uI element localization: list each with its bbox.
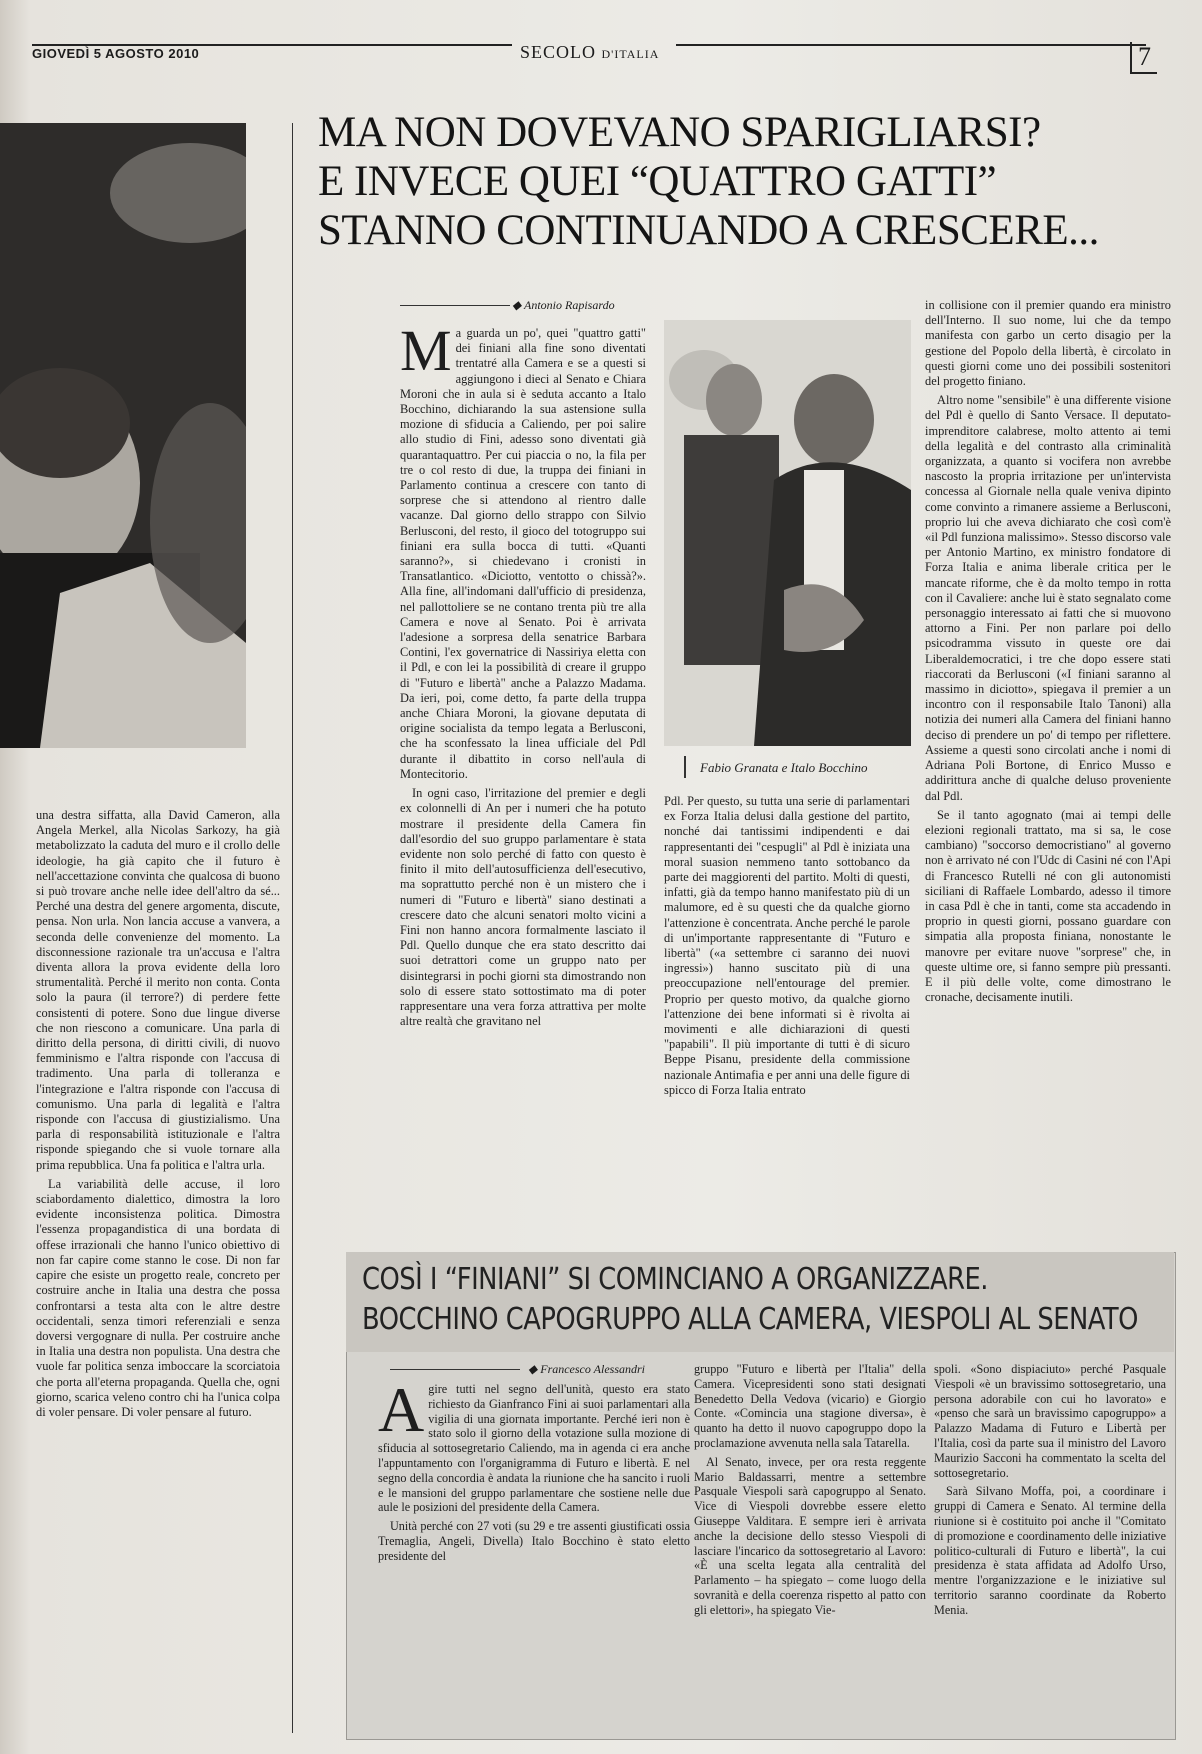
left-photo [0,123,246,748]
main-headline [318,108,1168,255]
paragraph: spoli. «Sono dispiaciuto» perché Pasquale Viespoli «è un bravissimo sottosegretario, una persona adorabile con cui ho lavorato» e «penso che sarà un bravissimo capogruppo» a Palazzo Madama di Futuro e Libertà per l'Italia, così da parte sua il ministro del Lavoro Maurizio Sacconi ha commentato la scelta del sottosegretario. [934,1362,1166,1480]
paragraph: Altro nome "sensibile" è una differente visione del Pdl è quello di Santo Versace. Il deputato-imprenditore calabrese, molto attento ai temi della legalità e del contrasto alla criminalità organizzata, a quanto si vocifera non avrebbe nascosto la propria irritazione per un'intervista concessa al Giornale nella quale veniva dipinto come convinto a rimanere assieme a Berlusconi, proprio lui che aveva dichiarato che così com'è «il Pdl funziona malissimo». Stesso discorso vale per Antonio Martino, ex ministro fondatore di Forza Italia e anima liberale critica per le mancate riforme, che è da molto tempo in rotta con il Cavaliere: anche lui è stato segnalato come personaggio interessato ai fatti che si muovono attorno a Fini. Per non parlare poi dello psicodramma vissuto in queste ore dai Liberaldemocratici, i tre che dopo essere stati riaccorati da Berlusconi («I finiani saranno al massimo in diciotto», spiegava il premier a un incontro con il responsabile Italo Tanoni) alla notizia dei numeri alla Camera del finiani hanno deciso di prendere un po' di tempo per riflettere. Assieme a questi sono circolati anche i nomi di Adriana Poli Bortone, di Enrico Musso e addirittura anche di qualche deluso proveniente dal Pdl. [925,393,1171,803]
paragraph: una destra siffatta, alla David Cameron, alla Angela Merkel, alla Nicolas Sarkozy, ha già metabolizzato la caduta del muro e il crollo delle ideologie, ha già capito che il futuro è nell'accettazione convinta che qualcosa di buono si può trovare anche nelle idee dell'altro da sé... Perché una destra del genere argomenta, discute, pensa. Non urla. Non lancia accuse a vanvera, a seconda delle convenienze del momento. La disconnessione razionale tra un'accusa e l'altra diventa allora la prova evidente della loro strumentalità. Perché il merito non conta. Conta solo la paura (il terrore?) di perdere fette consistenti di potere. Sono due lingue diverse che non riescono a comunicare. Una parla di diritto della persona, di diritti civili, di nuovo femminismo e l'altra risponde con l'accusa di tradimento. Una parla di tolleranza e l'integrazione e l'altra risponde con l'accusa di comunismo. Una parla di legalità e l'altra risponde con l'accusa di giustizialismo. Una parla di responsabilità istituzionale e l'altra risponde spiegando che si vuole tornare alla prima repubblica. Una fa politica e l'altra urla. [36,808,280,1172]
column-divider [292,123,293,1733]
box-headline [362,1260,1138,1340]
box-byline: ◆ Francesco Alessandri [528,1362,645,1376]
byline-rule [400,305,510,306]
masthead-suffix: D'ITALIA [601,47,660,61]
dropcap: M [400,326,452,383]
paragraph: in collisione con il premier quando era ministro dell'Interno. Il suo nome, lui che da tempo manifesta con garbo un certo disagio per la gestione del Popolo della libertà, è circolato in questi giorni come uno dei possibili sostenitori del progetto finiano. [925,298,1171,389]
headline-line: STANNO CONTINUANDO A CRESCERE... [318,207,1099,254]
politicians-photo-drawing [664,320,911,746]
box-dropcap: A [378,1382,425,1445]
portrait-photo-drawing [0,123,246,748]
issue-date: GIOVEDÌ 5 AGOSTO 2010 [32,46,200,61]
paragraph: Se il tanto agognato (mai ai tempi delle elezioni regionali trattato, ma si sa, le cose cambiano) "soccorso democristiano" al governo non è arrivato né con l'Udc di Casini né con l'Api di Francesco Rutelli né con gli autonomisti siciliani di Raffaele Lombardo, adesso il timore in casa Pdl è che in tanti, come sta accadendo in proprio in questi giorni, possano guardare con simpatia alla proposta finiana, nonostante le manovre per evitare nuove "sorprese" che, in queste ultime ore, si fanno sempre più pressanti. E il più delle volte, come dimostrano le cronache, decisamente inutili. [925,807,1171,1005]
box-column-3 [934,1362,1166,1730]
box-author-name: Francesco Alessandri [540,1362,645,1376]
headline-line: E INVECE QUEI “QUATTRO GATTI” [318,158,997,205]
box-column-1 [378,1382,690,1730]
paragraph: Unità perché con 27 voti (su 29 e tre assenti giustificati ossia Tremaglia, Angeli, Divella) Italo Bocchino è stato eletto presidente del [378,1519,690,1563]
paragraph: gire tutti nel segno dell'unità, questo era stato richiesto da Gianfranco Fini ai suoi parlamentari alla vigilia di una giornata importante. Perché ieri non è stato solo il giorno della votazione sulla mozione di sfiducia al sottosegretario Caliendo, ma in agenda ci era anche l'appuntamento con l'organigramma di Futuro e libertà. E nel segno della concordia è andata la riunione che ha sancito i ruoli e le mansioni del gruppo parlamentare che sostiene nelle due aule le posizioni del presidente della Camera. [378,1382,690,1515]
box-headline-line: COSÌ I “FINIANI” SI COMINCIANO A ORGANIZZARE. [362,1262,988,1297]
header-rule-right [676,44,1146,46]
article-column-1 [400,326,646,1216]
masthead-name: SECOLO [520,42,597,62]
page-number: 7 [1130,42,1157,74]
paragraph: gruppo "Futuro e libertà per l'Italia" della Camera. Vicepresidenti sono stati designati Benedetto Della Vedova (vicario) e Giorgio Conte. «Comincia una stagione diversa», è quanto ha detto il nuovo capogruppo dopo la proclamazione avvenuta nella sala Tatarella. [694,1362,926,1450]
author-name: Antonio Rapisardo [524,298,615,312]
paragraph: In ogni caso, l'irritazione del premier e degli ex colonnelli di An per i numeri che ha potuto mostrare il presidente della Camera fin dall'esordio del suo gruppo parlamentare è stata evidente non solo perché di fatto con questo è finito il mito dell'autosufficienza dell'esecutivo, ma soprattutto perché non è un mistero che i numeri di "Futuro e libertà" siano destinati a crescere dato che alcuni senatori molto vicini a Fini non hanno ancora formalmente lasciato il Pdl. Quello dunque che era stato descritto dai suoi detrattori come un gruppo nato per disintegrarsi in pochi giorni sta dimostrando non solo di essere stato sottostimato ma di poter rappresentare una vera forza attrattiva per molte altre realtà che gravitano nel [400,786,646,1029]
editorial-column [36,808,280,1738]
paragraph: a guarda un po', quei "quattro gatti" dei finiani alla fine sono diventati trentatré alla Camera e se a questi si aggiungono i dieci al Senato e Chiara Moroni che in aula si è seduta accanto a Italo Bocchino, dichiarando la sua astensione sulla mozione di sfiducia a Caliendo, per poi salire allo studio di Fini, adesso sono diventati già quarantaquattro. Per cui piaccia o no, la fila per tre o col resto di due, la truppa dei finiani in Parlamento continua a crescere con tanto di sorprese che si attendono al rientro dalle vacanze. Dal giorno dello strappo con Silvio Berlusconi, del resto, il gioco del totogruppo sui finiani era sulla bocca di tutti. «Quanti saranno?», si chiedevano i cronisti in Transatlantico. «Diciotto, ventotto o chissà?». Alla fine, all'indomani dall'ufficio di presidenza, nel pallottoliere se ne contano trenta più tre alla Camera e nove al Senato. Poi è arrivata l'adesione a sorpresa della senatrice Barbara Contini, l'ex governatrice di Nassiriya eletta con il Pdl, e con lei la possibilità di creare il gruppo di "Futuro e libertà" anche a Palazzo Madama. Da ieri, poi, come detto, fa parte della truppa anche Chiara Moroni, la giovane deputata di origine socialista da tempo legata a Berlusconi, che ha sconfessato la linea ufficiale del Pdl durante il dibattito in corso nell'aula di Montecitorio. [400,326,646,781]
paragraph: Sarà Silvano Moffa, poi, a coordinare i gruppi di Camera e Senato. Al termine della riunione si è costituito poi anche il "Comitato di promozione e coordinamento delle iniziative politico-culturali di Futuro e libertà", la cui presidenza è stata affidata ad Adolfo Urso, mentre l'organizzazione e le iniziative sul territorio saranno coordinate da Roberto Menia. [934,1484,1166,1617]
article-column-3 [925,298,1171,1216]
article-byline: ◆ Antonio Rapisardo [512,298,615,312]
caption-bar [684,756,686,778]
masthead [520,42,659,63]
photo-caption: Fabio Granata e Italo Bocchino [700,760,868,775]
paragraph: La variabilità delle accuse, il loro sciabordamento dialettico, dimostra la loro evidente inconsistenza politica. Dimostra l'essenza propagandistica di una bordata di offese irrazionali che hanno l'unico obiettivo di non far capire come stanno le cose. Di non far capire che esiste un progetto reale, concreto per costruire anche in Italia una destra che possa confrontarsi a testa alta con le altre destre occidentali, senza timori referenziali e senza doversi vergognare di nulla. Per costruire anche in Italia una destra non populista. Una destra che vuole far politica senza imboccare la scorciatoia che porta all'eterna propaganda. Quella che, ogni giorno, scarica veleno contro chi ha l'unica colpa di voler pensare. Di voler pensare al futuro. [36,1176,280,1419]
article-column-2 [664,794,910,1216]
headline-line: MA NON DOVEVANO SPARIGLIARSI? [318,109,1041,156]
paragraph: Al Senato, invece, per ora resta reggente Mario Baldassarri, mentre a settembre Pasquale Viespoli sarà capogruppo al Senato. Vice di Viespoli dovrebbe essere eletto Giuseppe Valditara. E sempre ieri è arrivata anche la decisione dello stesso Viespoli di lasciare l'incarico da sottosegretario al Lavoro: «È una scelta legata alla centralità del Parlamento – ha spiegato – come luogo della sovranità e della coerenza rispetto al patto con gli elettori», ha spiegato Vie- [694,1454,926,1617]
box-byline-rule [390,1369,520,1370]
article-photo [664,320,911,746]
box-headline-line: BOCCHINO CAPOGRUPPO ALLA CAMERA, VIESPOLI AL SENATO [362,1302,1138,1337]
box-column-2 [694,1362,926,1730]
paragraph: Pdl. Per questo, su tutta una serie di parlamentari ex Forza Italia delusi dalla gestione del partito, nonché dai tantissimi indipendenti e dai rappresentanti dei "cespugli" al Pdl è iniziata una moral suasion nemmeno tanto sottobanco da parte dei maggiorenti del partito. Molti di questi, infatti, già da tempo hanno manifestato più di un malumore, ed è su questi che da qualche giorno l'attenzione è concentrata. Anche perché le parole di un'importante rappresentante di "Futuro e libertà" («a settembre ci saranno dei nuovi ingressi») hanno suscitato più di una preoccupazione nell'entourage del premier. Proprio per questo motivo, da qualche giorno l'attenzione dei bene informati si è rivolta ai movimenti e alle dichiarazioni di questi "papabili". Il più importante di tutti è di sicuro Beppe Pisanu, presidente della commissione nazionale Antimafia e per anni una delle figure di spicco di Forza Italia entrato [664,794,910,1097]
